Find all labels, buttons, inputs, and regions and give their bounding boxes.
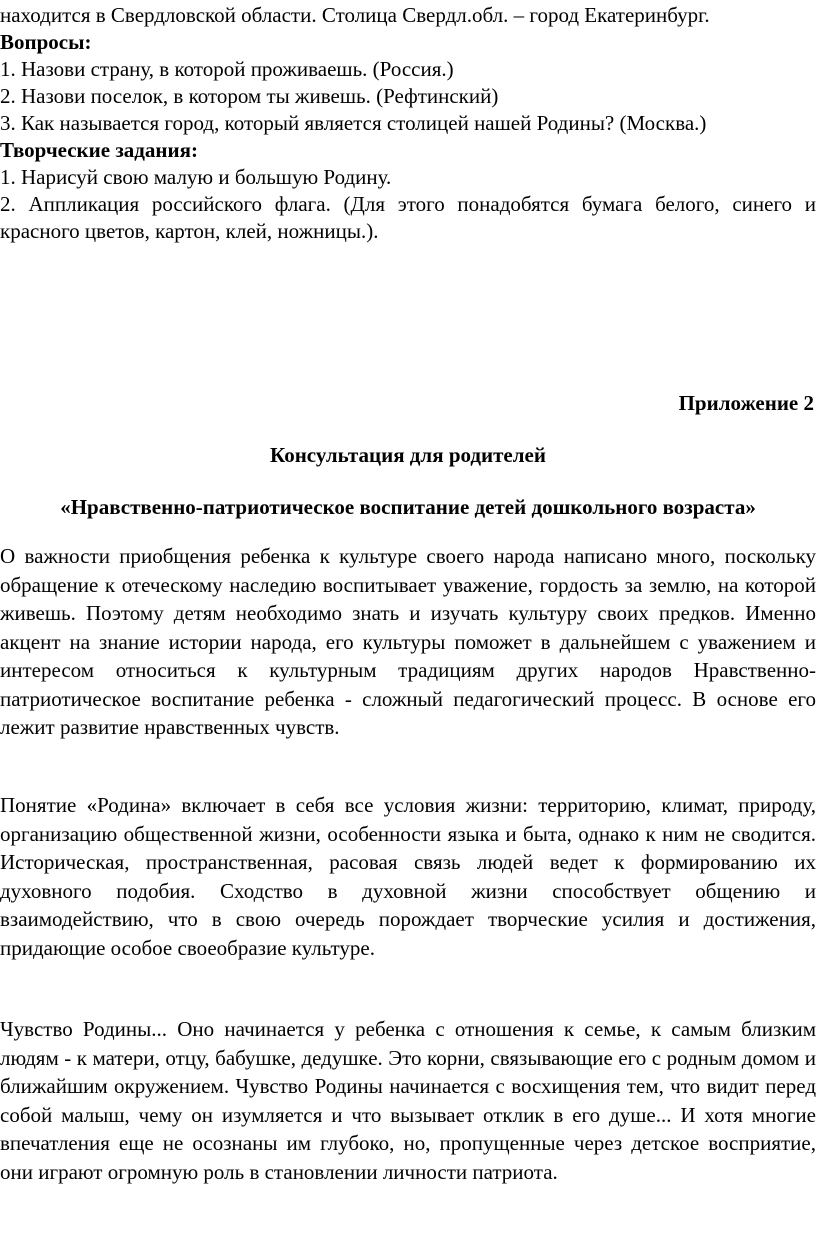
intro-section xyxy=(0,2,816,245)
questions-heading: Вопросы: xyxy=(0,30,92,54)
consultation-subtitle: «Нравственно-патриотическое воспитание детей дошкольного возраста» xyxy=(60,495,756,519)
intro-paragraph: находится в Свердловской области. Столица Свердл.обл. – город Екатеринбург. xyxy=(0,3,710,27)
paragraph-text: О важности приобщения ребенка к культуре своего народа написано много, поскольку обращение к отеческому наследию воспитывает уважение, гордость за землю, на которой живешь. Поэтому детям необходимо знать и изучать культуру своих предков. Именно акцент на знание истории народа, его культуры поможет в дальнейшем с уважением и интересом относиться к культурным традициям других народов Нравственно-патриотическое воспитание ребенка - сложный педагогический процесс. В основе его лежит развитие нравственных чувств. xyxy=(0,544,816,739)
question-item-3: 3. Как называется город, который является столицей нашей Родины? (Москва.) xyxy=(0,111,707,135)
appendix-label: Приложение 2 xyxy=(678,391,814,415)
task-item-2: 2. Аппликация российского флага. (Для этого понадобятся бумага белого, синего и красного цветов, картон, клей, ножницы.). xyxy=(0,192,816,243)
consultation-title: Консультация для родителей xyxy=(270,443,546,467)
paragraph-3 xyxy=(0,1015,816,1186)
question-item-1: 1. Назови страну, в которой проживаешь. (Россия.) xyxy=(0,57,454,81)
paragraph-1 xyxy=(0,542,816,742)
tasks-heading: Творческие задания: xyxy=(0,138,198,162)
paragraph-2 xyxy=(0,791,816,962)
paragraph-text: Чувство Родины... Оно начинается у ребенка с отношения к семье, к самым близким людям - к матери, отцу, бабушке, дедушке. Это корни, связывающие его с родным домом и ближайшим окружением. Чувство Родины начинается с восхищения тем, что видит перед собой малыш, чему он изумляется и что вызывает отклик в его душе... И хотя многие впечатления еще не осознаны им глубоко, но, пропущенные через детское восприятие, они играют огромную роль в становлении личности патриота. xyxy=(0,1017,816,1184)
paragraph-text: Понятие «Родина» включает в себя все условия жизни: территорию, климат, природу, организацию общественной жизни, особенности языка и быта, однако к ним не сводится. Историческая, пространственная, расовая связь людей ведет к формированию их духовного подобия. Сходство в духовной жизни способствует общению и взаимодействию, что в свою очередь порождает творческие усилия и достижения, придающие особое своеобразие культуре. xyxy=(0,793,816,960)
task-item-1: 1. Нарисуй свою малую и большую Родину. xyxy=(0,165,392,189)
question-item-2: 2. Назови поселок, в котором ты живешь. (Рефтинский) xyxy=(0,84,499,108)
